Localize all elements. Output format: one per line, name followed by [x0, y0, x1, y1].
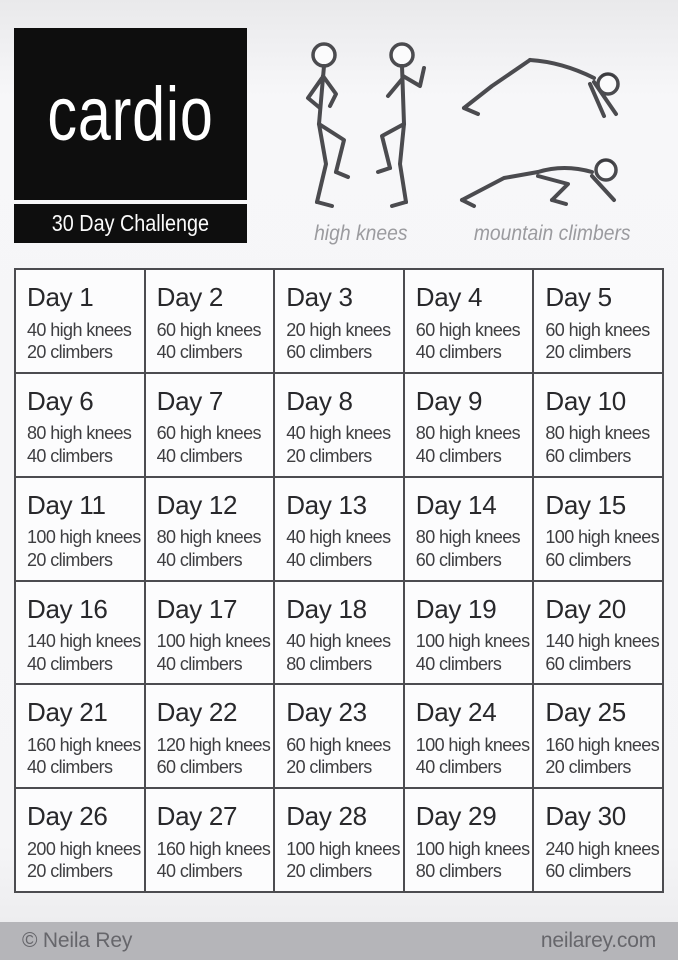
- day-title: Day 28: [286, 801, 367, 832]
- day-title: Day 30: [545, 801, 626, 832]
- day-title: Day 27: [156, 801, 238, 832]
- exercise-illustrations: [284, 30, 666, 246]
- day-high-knees-count: 160 high knees: [27, 734, 141, 755]
- poster-title: cardio: [47, 71, 214, 157]
- day-cell: [16, 478, 144, 580]
- day-climbers-count: 20 climbers: [545, 342, 631, 363]
- day-climbers-count: 40 climbers: [415, 653, 502, 674]
- day-title: Day 13: [286, 489, 367, 520]
- day-cell: [146, 270, 274, 372]
- day-cell: [146, 478, 274, 580]
- day-cell: [146, 685, 274, 787]
- day-title: Day 2: [156, 282, 224, 312]
- day-climbers-count: 60 climbers: [545, 653, 631, 674]
- mountain-climbers-figures: [452, 38, 652, 216]
- day-cell: [534, 685, 662, 787]
- day-high-knees-count: 60 high knees: [156, 423, 261, 444]
- day-cell: [16, 789, 144, 891]
- high-knees-figures: [284, 38, 438, 216]
- high-knees-runner-icon: [284, 38, 356, 216]
- day-high-knees-count: 240 high knees: [545, 838, 660, 859]
- day-cell: [275, 374, 403, 476]
- day-high-knees-count: 160 high knees: [156, 838, 271, 859]
- day-cell: [405, 685, 533, 787]
- day-climbers-count: 40 climbers: [415, 757, 502, 778]
- high-knees-runner-icon: [366, 38, 438, 216]
- day-cell: [275, 270, 403, 372]
- day-high-knees-count: 80 high knees: [545, 423, 650, 444]
- day-high-knees-count: 140 high knees: [545, 631, 660, 652]
- day-climbers-count: 80 climbers: [286, 653, 372, 674]
- day-climbers-count: 40 climbers: [156, 342, 243, 363]
- day-high-knees-count: 120 high knees: [156, 734, 271, 755]
- day-high-knees-count: 60 high knees: [156, 319, 261, 340]
- day-climbers-count: 40 climbers: [156, 445, 243, 466]
- day-high-knees-count: 40 high knees: [27, 319, 132, 340]
- day-cell: [16, 374, 144, 476]
- day-title: Day 23: [286, 697, 367, 728]
- day-title: Day 17: [156, 593, 238, 624]
- high-knees-group: [284, 38, 438, 246]
- day-title: Day 24: [415, 697, 497, 728]
- day-cell: [534, 582, 662, 684]
- day-high-knees-count: 100 high knees: [545, 527, 660, 548]
- day-high-knees-count: 40 high knees: [286, 631, 391, 652]
- day-climbers-count: 60 climbers: [545, 445, 631, 466]
- footer-bar: [0, 922, 678, 960]
- day-cell: [146, 582, 274, 684]
- day-cell: [146, 789, 274, 891]
- day-title: Day 19: [415, 593, 497, 624]
- footer-website: neilarey.com: [540, 929, 656, 952]
- day-high-knees-count: 60 high knees: [415, 319, 521, 340]
- day-title: Day 16: [27, 593, 108, 624]
- day-title: Day 18: [286, 593, 367, 624]
- day-cell: [534, 789, 662, 891]
- day-climbers-count: 40 climbers: [156, 653, 243, 674]
- day-cell: [405, 270, 533, 372]
- day-title: Day 26: [27, 801, 108, 832]
- day-climbers-count: 40 climbers: [415, 445, 502, 466]
- day-title: Day 29: [415, 801, 497, 832]
- day-title: Day 20: [545, 593, 626, 624]
- day-climbers-count: 40 climbers: [156, 861, 243, 882]
- day-title: Day 25: [545, 697, 626, 728]
- mountain-climber-crouch-icon: [452, 128, 652, 216]
- day-title: Day 8: [286, 385, 353, 416]
- day-title: Day 3: [286, 282, 353, 312]
- day-cell: [405, 582, 533, 684]
- day-high-knees-count: 160 high knees: [545, 734, 660, 755]
- day-climbers-count: 20 climbers: [27, 342, 113, 363]
- mountain-climber-plank-icon: [452, 38, 652, 126]
- day-climbers-count: 60 climbers: [415, 549, 502, 570]
- day-climbers-count: 20 climbers: [286, 445, 372, 466]
- poster-subtitle: 30 Day Challenge: [51, 210, 210, 236]
- day-cell: [405, 789, 533, 891]
- poster-subtitle-bar: [14, 204, 247, 243]
- day-high-knees-count: 60 high knees: [286, 734, 391, 755]
- day-cell: [534, 478, 662, 580]
- day-climbers-count: 20 climbers: [286, 757, 372, 778]
- day-high-knees-count: 80 high knees: [415, 423, 521, 444]
- day-high-knees-count: 80 high knees: [27, 423, 132, 444]
- day-title: Day 12: [156, 489, 238, 520]
- day-title: Day 6: [27, 385, 94, 416]
- day-high-knees-count: 80 high knees: [156, 527, 261, 548]
- day-climbers-count: 60 climbers: [545, 549, 631, 570]
- day-high-knees-count: 140 high knees: [27, 631, 141, 652]
- day-high-knees-count: 40 high knees: [286, 527, 391, 548]
- day-high-knees-count: 40 high knees: [286, 423, 391, 444]
- day-title: Day 1: [27, 282, 94, 312]
- mountain-climbers-label: mountain climbers: [473, 222, 631, 245]
- day-climbers-count: 40 climbers: [27, 445, 113, 466]
- mountain-climbers-group: [452, 38, 652, 246]
- day-title: Day 9: [415, 385, 483, 416]
- day-climbers-count: 40 climbers: [415, 342, 502, 363]
- day-high-knees-count: 100 high knees: [415, 838, 530, 859]
- day-title: Day 7: [156, 385, 224, 416]
- day-climbers-count: 60 climbers: [545, 861, 631, 882]
- high-knees-label: high knees: [314, 222, 408, 245]
- poster-title-box: [14, 28, 247, 200]
- day-high-knees-count: 100 high knees: [156, 631, 271, 652]
- day-cell: [16, 582, 144, 684]
- day-title: Day 10: [545, 385, 626, 416]
- day-climbers-count: 40 climbers: [156, 549, 243, 570]
- day-cell: [146, 374, 274, 476]
- day-climbers-count: 20 climbers: [286, 861, 372, 882]
- day-cell: [405, 374, 533, 476]
- day-climbers-count: 40 climbers: [286, 549, 372, 570]
- day-high-knees-count: 60 high knees: [545, 319, 650, 340]
- day-high-knees-count: 100 high knees: [415, 734, 530, 755]
- day-climbers-count: 60 climbers: [286, 342, 372, 363]
- day-cell: [534, 374, 662, 476]
- day-cell: [16, 270, 144, 372]
- day-climbers-count: 40 climbers: [27, 653, 113, 674]
- day-cell: [275, 478, 403, 580]
- day-cell: [16, 685, 144, 787]
- day-title: Day 21: [27, 697, 108, 728]
- day-climbers-count: 20 climbers: [27, 549, 113, 570]
- day-title: Day 14: [415, 489, 497, 520]
- day-climbers-count: 20 climbers: [545, 757, 631, 778]
- challenge-calendar-grid: [14, 268, 664, 893]
- day-climbers-count: 60 climbers: [156, 757, 243, 778]
- day-cell: [405, 478, 533, 580]
- day-cell: [534, 270, 662, 372]
- day-title: Day 22: [156, 697, 238, 728]
- day-high-knees-count: 80 high knees: [415, 527, 521, 548]
- day-climbers-count: 80 climbers: [415, 861, 502, 882]
- day-cell: [275, 789, 403, 891]
- day-high-knees-count: 200 high knees: [27, 838, 141, 859]
- day-high-knees-count: 100 high knees: [286, 838, 400, 859]
- day-title: Day 11: [27, 489, 106, 520]
- day-high-knees-count: 20 high knees: [286, 319, 391, 340]
- day-high-knees-count: 100 high knees: [27, 527, 141, 548]
- day-cell: [275, 685, 403, 787]
- day-high-knees-count: 100 high knees: [415, 631, 530, 652]
- day-title: Day 4: [415, 282, 483, 312]
- day-climbers-count: 20 climbers: [27, 861, 113, 882]
- day-climbers-count: 40 climbers: [27, 757, 113, 778]
- footer-copyright: © Neila Rey: [22, 929, 133, 952]
- day-cell: [275, 582, 403, 684]
- day-title: Day 15: [545, 489, 626, 520]
- day-title: Day 5: [545, 282, 612, 312]
